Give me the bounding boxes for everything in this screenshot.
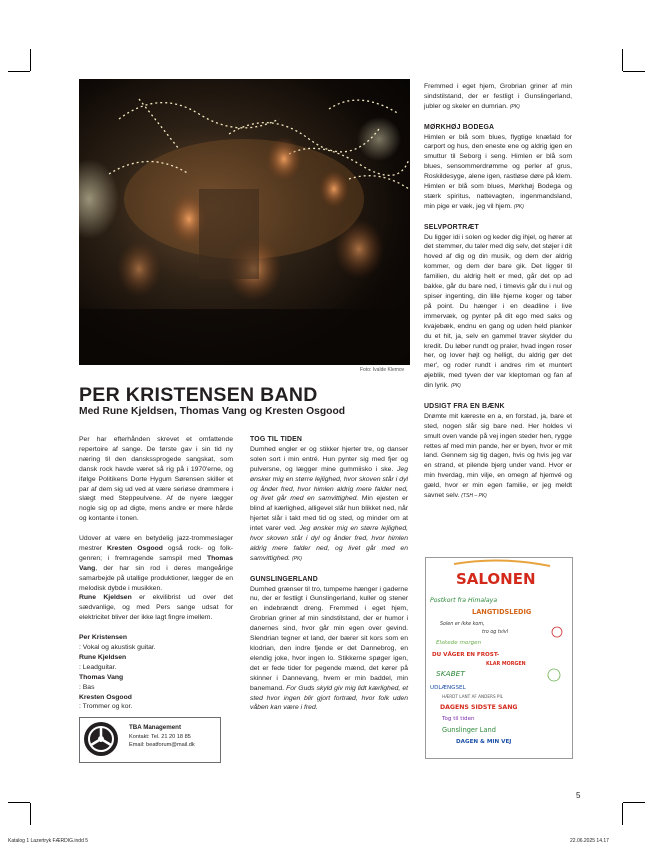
lyric-paragraph: Du ligger idi i solen og keder dig ihjel, og hører at det stemmer, du taler med dig selv, det støjer i dit hoved af dig og din musik, og dem der aldrig kommer, og dem der bare gik. Det ligger til familien, du aldrig helt er med, går det op ad bakke, går du bare ned, i timevis går du i nul og spiser ingenting, din lille hjerne koger og taber på point. Du hænger i en deadline i live immervæk, og pynter på dit ego med saks og kvajebæk, endnu en gang og uden held planker du et hit, ja, selv en gammel traver skylder du kredit. Du løber rundt og praler, hvad ingen roser her, og lover højt og helligt, du aldrig gør det mer', og roder rundt i andres rim et muntert øjeblik, med tyven der var kleptoman og fan af din lyrik. (PK) — [424, 233, 572, 390]
lyric-paragraph: Fremmed i eget hjem, Grobrian griner af min sindstilstand, der er festligt i Gunslingerland, jubler og skeler en dumrian. (PK) — [424, 83, 572, 110]
column-2 — [250, 435, 408, 723]
contact-email: Email: beatforum@mail.dk — [129, 742, 195, 749]
lyric-paragraph: Himlen er blå som blues, flygtige knæfald for carport og hus, den eneste ene og aldrig igen en smuttur til Seborg i seng. Himlen er blå som blues, sensommerdrømme og perler af grus, Roskildesyge, alene igen, rastløse døre på klem. Himlen er blå som blues, Mørkhøj Bodega og stærk spiritus, nattevagten, ingenmandsland, min pige er væk, jeg vil hjem. (PK) — [424, 133, 572, 210]
crop-mark — [622, 803, 623, 825]
poster-title: SALONEN — [456, 570, 536, 588]
poster-line: Elskede morgen — [436, 640, 482, 646]
crop-mark — [8, 71, 30, 72]
crop-mark — [622, 49, 623, 71]
poster-line: DAGENS SIDSTE SANG — [440, 704, 518, 711]
poster-line: KLAR MORGEN — [486, 662, 526, 667]
section-heading: SELVPORTRÆT — [424, 223, 479, 231]
column-3 — [424, 82, 572, 512]
poster-line: DAGEN & MIN VEJ — [456, 739, 512, 745]
article-title: PER KRISTENSEN BAND — [79, 384, 318, 406]
crop-mark — [8, 802, 30, 803]
lineup-item: Per Kristensen : Vokal og akustisk guitar. — [79, 634, 156, 651]
poster-line: Postkort fra Himalaya — [430, 597, 498, 604]
doodle-icon — [552, 627, 562, 637]
section-heading: GUNSLINGERLAND — [250, 575, 318, 583]
crop-mark — [30, 49, 31, 71]
article-subtitle: Med Rune Kjeldsen, Thomas Vang og Kresten Osgood — [79, 406, 346, 417]
lineup-item: Kresten Osgood : Trommer og kor. — [79, 693, 133, 711]
poster-line: Solen er ikke kom, — [440, 622, 485, 627]
section-heading: TOG TIL TIDEN — [250, 436, 303, 443]
crop-mark — [623, 71, 645, 72]
band-paragraph: Udover at være en betydelig jazz-trommeslager mestrer Kresten Osgood også rock- og folk-genren; i fremragende samspil med Thomas Vang, der har sin rod i deres mangeårige samarbejde på utallige produktioner, lægger de en melodisk dybde i musikken. Rune Kjeldsen er ekvilibrist ud over det sædvanlige, og med Pers sange udsat for elektricitet bliver der ikke lagt fingre imellem. — [79, 535, 233, 622]
section-heading: MØRKHØJ BODEGA — [424, 123, 495, 131]
slug-right: 22.06.2025 14.17 — [570, 838, 609, 844]
crop-mark — [30, 803, 31, 825]
poster-line: SKABET — [436, 669, 465, 678]
lyric-paragraph: Dumhed grænser til tro, tumpeme hænger i gaderne nu, der er festligt i Gunslingerland, kuller og stener en indebrændt dreng. Fremmed i eget hjem, Grobrian griner af min sindstilstand, der er humor i danernes sind, hvor går min egen over gevind. Slendrian tegner et land, der bærer sit kors som en klodrian, den indre fjende er det Dannebrog, en elendig joke, hvor ingen lo. Stikkerne spøger igen, det er fede tider for pegende mænd, det kører på skinner i Dannevang, hvem er min baddel, min banemand. For Guds skyld giv mig lidt kærlighed, et sted hvor ingen blir gjort fortræd, hvor folk uden våben kan være i fred. — [250, 585, 408, 712]
band-lineup — [79, 633, 233, 712]
poster-line: Gunslinger Land — [442, 726, 496, 734]
photo-credit: Foto: Ivalde Klemov — [360, 367, 405, 373]
contact-phone: Kontakt: Tel. 21 20 18 85 — [129, 733, 191, 740]
lyric-paragraph: Drømte mit kæreste en a, en forstad, ja, bare et sted, nogen slår sig bare ned. Her holdes vi smult oven vande på vej ingen steder hen, rygge rettes af med min pande, her er byen, hvor er mit land. Gennem sig tig dagen, hvis og hvis jeg var en strand, et pilende bjerg under vand. Hvor er min hverdag, min vilje, en omegn af hjemvé og gæld, hvor er min egen familie, er jeg meldt savnet selv. (TSH – PK) — [424, 412, 572, 500]
crop-mark — [623, 802, 645, 803]
intro-paragraph: Per har efterhånden skrevet et omfattende repertoire af sange. De første gav i sin tid ny næring til den danskssprogede sangskat, som dansk rock havde været så rig på i 1970'erne, og ifølge Politikens Dorte Hygum Sørensen skiller et par af dem sig ud ved at være seriøse drømmere i slægt med Steppeulvene. Af de nyere lægger nogle sig op ad digte, mens andre er mere hårde og kontante i tonen. — [79, 436, 233, 523]
contact-org: TBA Management — [129, 724, 182, 731]
lineup-item: Thomas Vang : Bas — [79, 673, 124, 691]
lineup-item: Rune Kjeldsen : Leadguitar. — [79, 653, 127, 671]
poster-line: HÆRDT LANT AF ANDERS PIL — [442, 694, 504, 699]
concert-photo — [79, 79, 410, 365]
page-number: 5 — [576, 791, 581, 800]
poster-line: DU VÅGER EN FROST- — [432, 652, 500, 658]
column-1 — [79, 435, 233, 712]
poster-line: LANGTIDSLEDIG — [472, 608, 532, 616]
doodle-icon — [548, 669, 560, 681]
section-heading: UDSIGT FRA EN BÆNK — [424, 402, 505, 410]
contact-box — [79, 717, 221, 763]
poster-line: UDLÆNGSEL — [430, 685, 466, 691]
poster-line: tro og tvivl — [482, 630, 509, 635]
contact-text — [129, 724, 195, 750]
lyric-paragraph: Dumhed engler er og stikker hjerter tre, og danser solen sort i min entré. Hun pynter sig med fjer og pulversne, og lægger mine gummiisko i ske. Jeg ønsker mig en større lejlighed, hvor skoven står i dyl og ånder fred, hvor himlen aldrig mere falder ned, og livet går med en samvittighed. Min ejesten er blind af kærlighed, alligevel slår hun blikket ned, når hjertet slår i takt med tid og sted, og minder om at intet varer ved. Jeg ønsker mig en større lejlighed, hvor skoven står i dyl og ånder fred, hvor himlen aldrig mere falder ned, og livet går med en samvittighed. (PK) — [250, 445, 409, 562]
tba-logo-icon — [84, 722, 118, 756]
slug-left: Katalog 1 Lazertryk FÆRDIG.indd 5 — [8, 838, 89, 844]
album-poster — [425, 557, 573, 759]
poster-line: Tog til tiden — [442, 716, 475, 722]
